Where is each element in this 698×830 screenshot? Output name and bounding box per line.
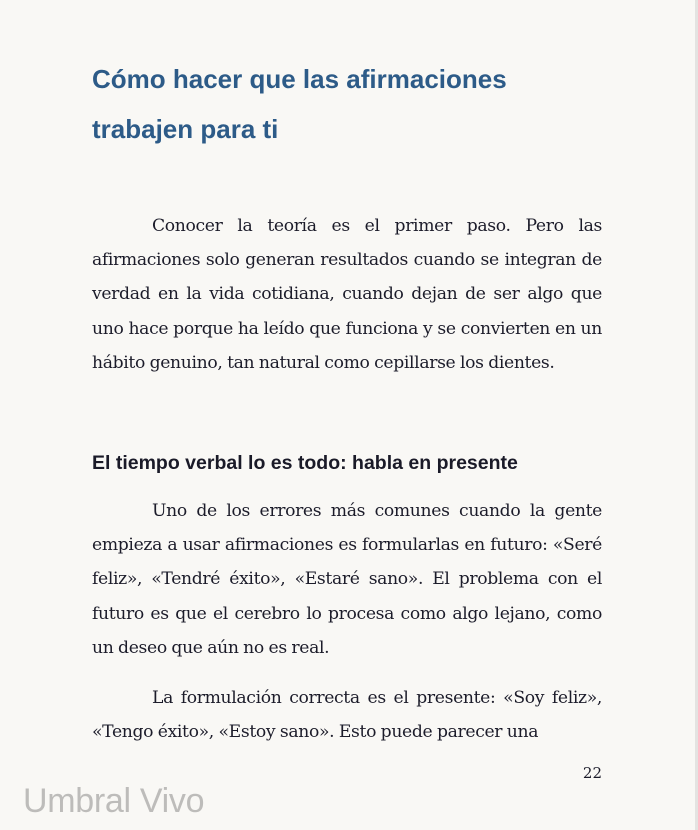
page-number: 22 (582, 764, 602, 782)
section-heading: El tiempo verbal lo es todo: habla en presente (92, 452, 518, 474)
chapter-title: Cómo hacer que las afirmaciones trabajen para ti (92, 64, 507, 144)
body-paragraph-1: Conocer la teoría es el primer paso. Pero las afirmaciones solo generan resultados cuando se integran de verdad en la vida cotidiana, cuando dejan de ser algo que uno hace porque ha leído que funciona y se convierten en un hábito genuino, tan natural como cepillarse los dientes. (92, 216, 602, 373)
body-paragraph-2: Uno de los errores más comunes cuando la gente empieza a usar afirmaciones es formularlas en futuro: «Seré feliz», «Tendré éxito», «Estaré sano». El problema con el futuro es que el cerebro lo procesa como algo lejano, como un deseo que aún no es real. (92, 501, 602, 658)
body-paragraph-3: La formulación correcta es el presente: «Soy feliz», «Tengo éxito», «Estoy sano». Esto puede parecer una (92, 688, 602, 743)
watermark-logo: Umbral Vivo (23, 782, 205, 820)
